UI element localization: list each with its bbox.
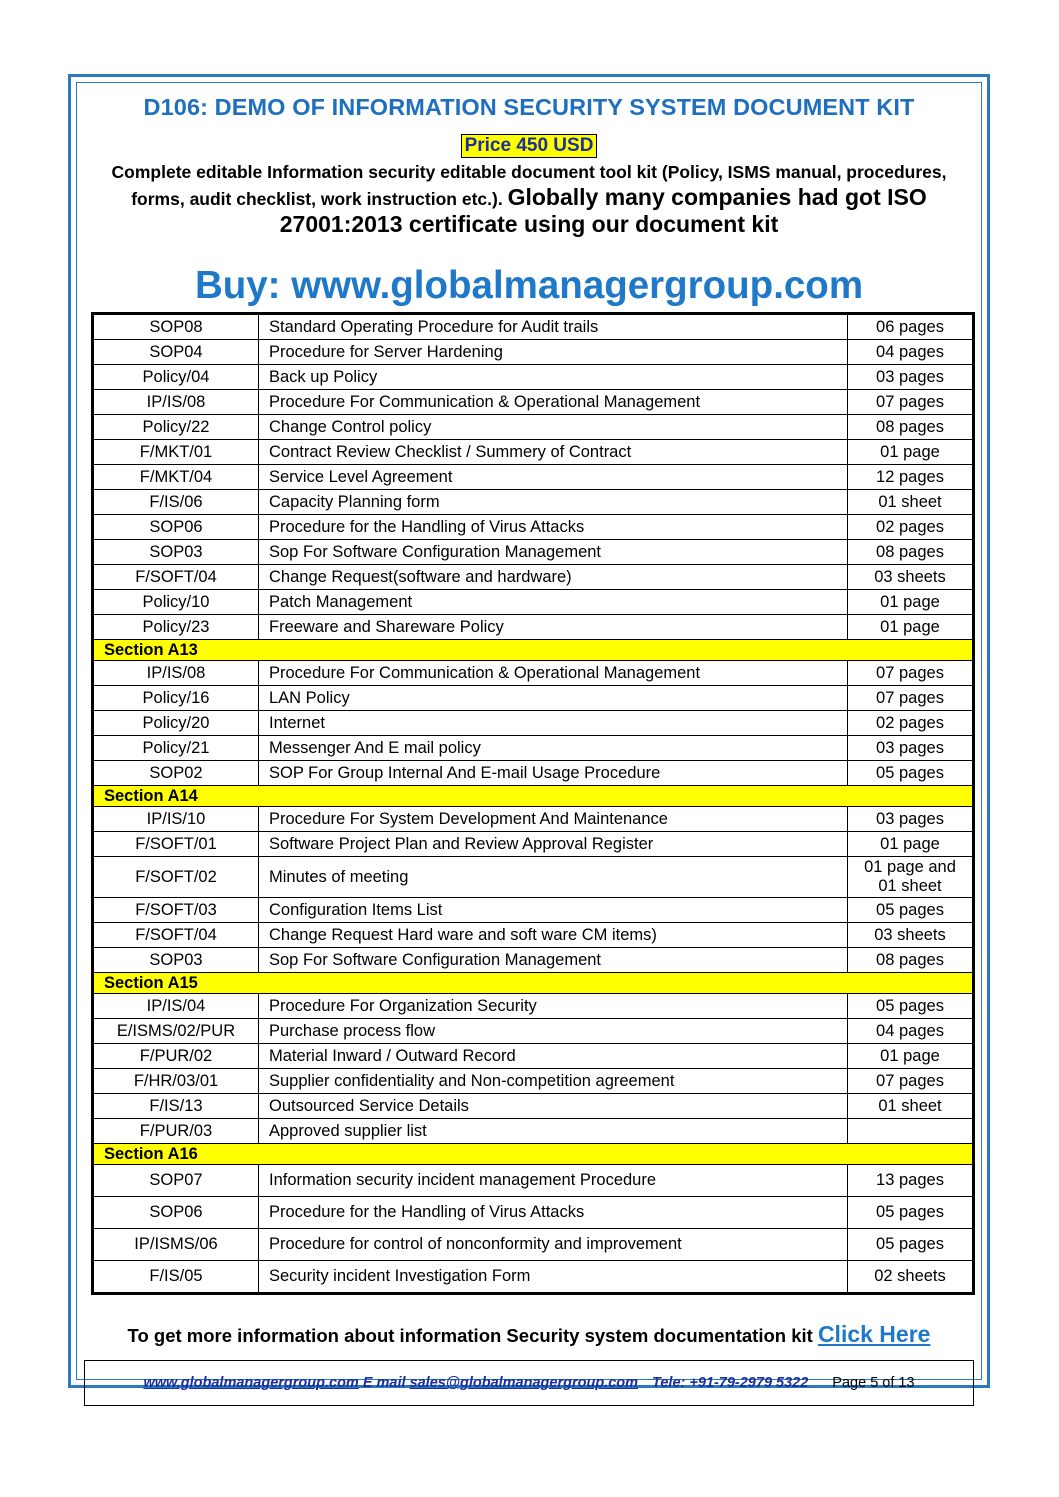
footer [84, 1360, 974, 1406]
doc-code-cell: IP/IS/08 [93, 390, 259, 415]
doc-pages-cell: 03 pages [848, 365, 974, 390]
doc-title-cell: Procedure for control of nonconformity and improvement [259, 1229, 848, 1261]
doc-code-cell: Policy/23 [93, 615, 259, 640]
page-number: Page 5 of 13 [832, 1375, 915, 1391]
doc-pages-cell [848, 1119, 974, 1144]
doc-code-cell: F/SOFT/03 [93, 898, 259, 923]
doc-pages-cell: 02 sheets [848, 1261, 974, 1294]
doc-code-cell: F/MKT/04 [93, 465, 259, 490]
table-row [93, 1165, 974, 1197]
doc-pages-cell: 02 pages [848, 711, 974, 736]
doc-code-cell: Policy/04 [93, 365, 259, 390]
doc-pages-cell: 08 pages [848, 540, 974, 565]
doc-pages-cell: 01 page [848, 590, 974, 615]
click-here-link[interactable]: Click Here [817, 1321, 931, 1347]
doc-pages-cell: 07 pages [848, 1069, 974, 1094]
price-badge: Price 450 USD [461, 134, 598, 158]
table-row [93, 390, 974, 415]
doc-title-cell: Capacity Planning form [259, 490, 848, 515]
section-header-row [93, 640, 974, 661]
doc-title-cell: Outsourced Service Details [259, 1094, 848, 1119]
table-row [93, 1019, 974, 1044]
doc-pages-cell: 06 pages [848, 314, 974, 340]
doc-pages-cell: 01 page and 01 sheet [848, 857, 974, 898]
section-header-row [93, 786, 974, 807]
table-row [93, 661, 974, 686]
table-row [93, 1119, 974, 1144]
doc-title-cell: Procedure for the Handling of Virus Attacks [259, 1197, 848, 1229]
table-row [93, 994, 974, 1019]
doc-title-cell: Patch Management [259, 590, 848, 615]
doc-title-cell: Back up Policy [259, 365, 848, 390]
description-text: Complete editable Information security editable document tool kit (Policy, ISMS manual, procedures, forms, audit checklist, work instruction etc.). [111, 162, 947, 209]
table-row [93, 314, 974, 340]
doc-pages-cell: 05 pages [848, 1229, 974, 1261]
doc-code-cell: F/IS/13 [93, 1094, 259, 1119]
doc-code-cell: SOP06 [93, 515, 259, 540]
doc-title-cell: Freeware and Shareware Policy [259, 615, 848, 640]
table-row [93, 686, 974, 711]
doc-title-cell: Messenger And E mail policy [259, 736, 848, 761]
doc-code-cell: F/SOFT/01 [93, 832, 259, 857]
table-row [93, 565, 974, 590]
section-label: Section A13 [93, 640, 974, 661]
table-row [93, 590, 974, 615]
doc-code-cell: SOP03 [93, 540, 259, 565]
doc-title-cell: Sop For Software Configuration Management [259, 540, 848, 565]
table-row [93, 1261, 974, 1294]
doc-code-cell: SOP08 [93, 314, 259, 340]
doc-code-cell: Policy/22 [93, 415, 259, 440]
description-highlight: Globally many companies had got ISO 27001:2013 certificate using our document kit [279, 184, 927, 237]
doc-code-cell: F/PUR/02 [93, 1044, 259, 1069]
doc-title-cell: Change Request Hard ware and soft ware CM items) [259, 923, 848, 948]
price-container [80, 134, 978, 158]
doc-pages-cell: 08 pages [848, 948, 974, 973]
doc-title-cell: Procedure For System Development And Maintenance [259, 807, 848, 832]
table-row [93, 857, 974, 898]
doc-code-cell: IP/IS/04 [93, 994, 259, 1019]
doc-title-cell: Change Control policy [259, 415, 848, 440]
doc-title-cell: Service Level Agreement [259, 465, 848, 490]
doc-code-cell: F/IS/05 [93, 1261, 259, 1294]
more-info-text: To get more information about information Security system documentation kit [127, 1325, 813, 1346]
doc-title-cell: Procedure for the Handling of Virus Attacks [259, 515, 848, 540]
doc-title-cell: Supplier confidentiality and Non-competition agreement [259, 1069, 848, 1094]
doc-pages-cell: 01 page [848, 832, 974, 857]
doc-code-cell: Policy/20 [93, 711, 259, 736]
section-header-row [93, 1144, 974, 1165]
doc-pages-cell: 01 page [848, 615, 974, 640]
table-row [93, 1094, 974, 1119]
doc-code-cell: SOP02 [93, 761, 259, 786]
buy-link[interactable]: Buy: www.globalmanagergroup.com [194, 264, 864, 307]
doc-code-cell: Policy/16 [93, 686, 259, 711]
doc-code-cell: SOP03 [93, 948, 259, 973]
doc-title-cell: Procedure For Organization Security [259, 994, 848, 1019]
doc-title-cell: Configuration Items List [259, 898, 848, 923]
doc-title-cell: Standard Operating Procedure for Audit trails [259, 314, 848, 340]
doc-pages-cell: 12 pages [848, 465, 974, 490]
doc-code-cell: F/SOFT/04 [93, 565, 259, 590]
table-row [93, 365, 974, 390]
footer-email-link[interactable]: sales@globalmanagergroup.com [409, 1375, 639, 1391]
doc-pages-cell: 05 pages [848, 1197, 974, 1229]
table-row [93, 415, 974, 440]
table-row [93, 540, 974, 565]
footer-website-link[interactable]: www.globalmanagergroup.com [143, 1375, 359, 1391]
doc-title-cell: Purchase process flow [259, 1019, 848, 1044]
table-row [93, 340, 974, 365]
doc-title-cell: Internet [259, 711, 848, 736]
doc-title-cell: SOP For Group Internal And E-mail Usage Procedure [259, 761, 848, 786]
doc-code-cell: IP/IS/10 [93, 807, 259, 832]
doc-code-cell: F/SOFT/04 [93, 923, 259, 948]
doc-title-cell: Procedure For Communication & Operational Management [259, 661, 848, 686]
doc-pages-cell: 05 pages [848, 761, 974, 786]
doc-title-cell: Approved supplier list [259, 1119, 848, 1144]
table-row [93, 807, 974, 832]
table-row [93, 440, 974, 465]
doc-title-cell: Procedure for Server Hardening [259, 340, 848, 365]
description [90, 160, 968, 239]
doc-pages-cell: 01 page [848, 1044, 974, 1069]
table-row [93, 832, 974, 857]
doc-pages-cell: 01 sheet [848, 1094, 974, 1119]
section-label: Section A15 [93, 973, 974, 994]
table-row [93, 736, 974, 761]
doc-pages-cell: 03 sheets [848, 565, 974, 590]
footer-email-label: E mail [362, 1375, 406, 1391]
table-row [93, 515, 974, 540]
doc-code-cell: F/MKT/01 [93, 440, 259, 465]
doc-pages-cell: 01 page [848, 440, 974, 465]
table-row [93, 1229, 974, 1261]
section-label: Section A14 [93, 786, 974, 807]
doc-title-cell: Security incident Investigation Form [259, 1261, 848, 1294]
doc-pages-cell: 03 sheets [848, 923, 974, 948]
doc-title-cell: Material Inward / Outward Record [259, 1044, 848, 1069]
doc-pages-cell: 04 pages [848, 1019, 974, 1044]
doc-pages-cell: 03 pages [848, 736, 974, 761]
document-title: D106: DEMO OF INFORMATION SECURITY SYSTEM DOCUMENT KIT [143, 94, 915, 120]
doc-pages-cell: 03 pages [848, 807, 974, 832]
doc-code-cell: Policy/10 [93, 590, 259, 615]
doc-title-cell: LAN Policy [259, 686, 848, 711]
doc-code-cell: F/SOFT/02 [93, 857, 259, 898]
table-row [93, 1069, 974, 1094]
table-row [93, 615, 974, 640]
section-label: Section A16 [93, 1144, 974, 1165]
table-row [93, 711, 974, 736]
footer-phone: Tele: +91-79-2979 5322 [652, 1375, 809, 1391]
table-row [93, 1197, 974, 1229]
more-info [80, 1319, 978, 1351]
doc-code-cell: E/ISMS/02/PUR [93, 1019, 259, 1044]
document-list-table [91, 312, 975, 1295]
doc-pages-cell: 08 pages [848, 415, 974, 440]
doc-pages-cell: 05 pages [848, 994, 974, 1019]
doc-pages-cell: 13 pages [848, 1165, 974, 1197]
doc-code-cell: Policy/21 [93, 736, 259, 761]
doc-pages-cell: 07 pages [848, 686, 974, 711]
section-header-row [93, 973, 974, 994]
doc-title-cell: Change Request(software and hardware) [259, 565, 848, 590]
doc-title-cell: Sop For Software Configuration Management [259, 948, 848, 973]
doc-code-cell: SOP04 [93, 340, 259, 365]
doc-pages-cell: 05 pages [848, 898, 974, 923]
table-row [93, 923, 974, 948]
doc-code-cell: SOP07 [93, 1165, 259, 1197]
doc-code-cell: F/IS/06 [93, 490, 259, 515]
table-row [93, 948, 974, 973]
doc-pages-cell: 02 pages [848, 515, 974, 540]
table-row [93, 490, 974, 515]
doc-pages-cell: 07 pages [848, 390, 974, 415]
doc-title-cell: Procedure For Communication & Operational Management [259, 390, 848, 415]
doc-code-cell: IP/IS/08 [93, 661, 259, 686]
table-row [93, 465, 974, 490]
table-row [93, 761, 974, 786]
doc-code-cell: F/HR/03/01 [93, 1069, 259, 1094]
doc-code-cell: IP/ISMS/06 [93, 1229, 259, 1261]
doc-code-cell: F/PUR/03 [93, 1119, 259, 1144]
table-row [93, 1044, 974, 1069]
doc-pages-cell: 07 pages [848, 661, 974, 686]
doc-code-cell: SOP06 [93, 1197, 259, 1229]
table-row [93, 898, 974, 923]
doc-pages-cell: 01 sheet [848, 490, 974, 515]
doc-title-cell: Software Project Plan and Review Approval Register [259, 832, 848, 857]
doc-title-cell: Contract Review Checklist / Summery of Contract [259, 440, 848, 465]
doc-title-cell: Minutes of meeting [259, 857, 848, 898]
doc-pages-cell: 04 pages [848, 340, 974, 365]
doc-title-cell: Information security incident management Procedure [259, 1165, 848, 1197]
